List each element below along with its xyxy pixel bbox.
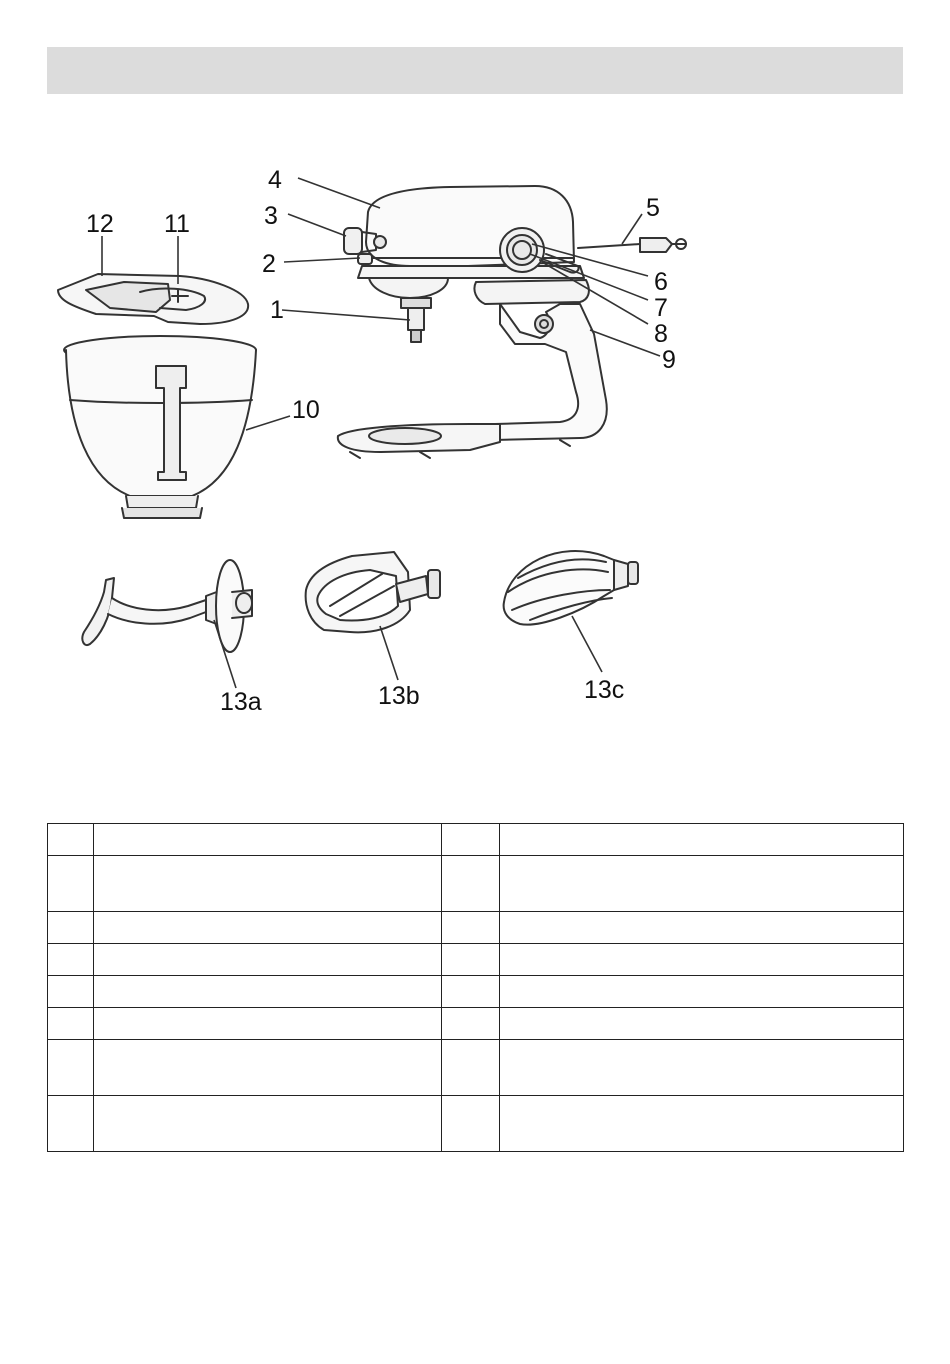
callout-8: 8 [654, 320, 668, 348]
part-number [48, 856, 94, 912]
part-number [442, 912, 500, 944]
part-name [500, 1040, 904, 1096]
part-name [94, 944, 442, 976]
part-number [442, 1008, 500, 1040]
callout-13a: 13a [220, 688, 262, 716]
part-name [94, 1096, 442, 1152]
part-number [48, 976, 94, 1008]
part-number [442, 976, 500, 1008]
stand-mixer-diagram [0, 100, 950, 740]
part-number [48, 1096, 94, 1152]
callout-3: 3 [264, 202, 278, 230]
flat-beater [306, 552, 440, 632]
wire-whisk [504, 551, 638, 625]
part-name [500, 944, 904, 976]
callout-2: 2 [262, 250, 276, 278]
part-number [48, 1008, 94, 1040]
power-cord [578, 238, 686, 252]
part-name [500, 1096, 904, 1152]
table-row [48, 1096, 904, 1152]
part-number [48, 1040, 94, 1096]
part-number [442, 944, 500, 976]
part-name [94, 912, 442, 944]
splash-guard [58, 274, 248, 324]
part-number [48, 824, 94, 856]
callout-4: 4 [268, 166, 282, 194]
callout-1: 1 [270, 296, 284, 324]
part-number [442, 1040, 500, 1096]
callout-11: 11 [164, 210, 190, 238]
callout-9: 9 [662, 346, 676, 374]
callout-7: 7 [654, 294, 668, 322]
table-row [48, 912, 904, 944]
stand-arm [474, 280, 606, 440]
part-name [500, 824, 904, 856]
table-row [48, 1008, 904, 1040]
part-name [94, 856, 442, 912]
table-row [48, 856, 904, 912]
parts-list-table [47, 823, 904, 1152]
callout-13b: 13b [378, 682, 420, 710]
callout-6: 6 [654, 268, 668, 296]
callout-12: 12 [86, 210, 114, 238]
lift-lever [358, 254, 372, 264]
callout-5: 5 [646, 194, 660, 222]
part-name [500, 1008, 904, 1040]
section-header-bar [47, 47, 903, 94]
callout-10: 10 [292, 396, 320, 424]
mixing-bowl [64, 336, 256, 518]
table-row [48, 944, 904, 976]
part-name [94, 976, 442, 1008]
part-number [48, 944, 94, 976]
part-name [94, 1008, 442, 1040]
part-name [94, 824, 442, 856]
part-name [94, 1040, 442, 1096]
table-row [48, 824, 904, 856]
part-name [500, 976, 904, 1008]
part-number [442, 824, 500, 856]
table-row [48, 1040, 904, 1096]
callout-13c: 13c [584, 676, 625, 704]
part-name [500, 912, 904, 944]
part-number [442, 856, 500, 912]
dough-hook [82, 560, 252, 652]
part-number [48, 912, 94, 944]
table-row [48, 976, 904, 1008]
part-name [500, 856, 904, 912]
part-number [442, 1096, 500, 1152]
